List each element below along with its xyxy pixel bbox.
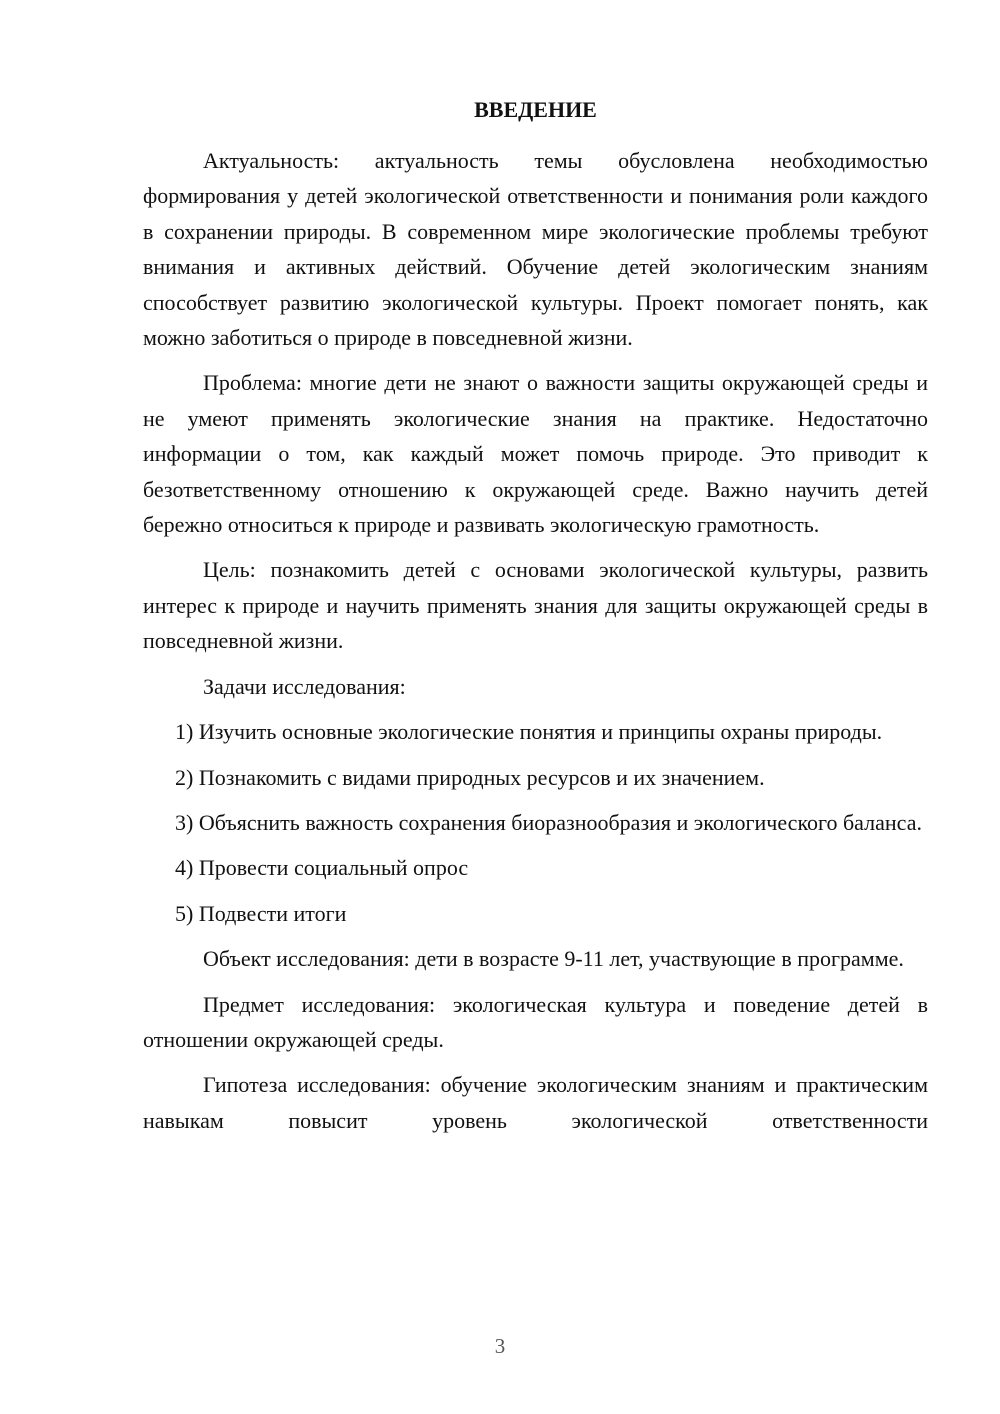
document-page [143, 96, 928, 1148]
paragraph-relevance: Актуальность: актуальность темы обусловлена необходимостью формирования у детей экологической ответственности и понимания роли каждого в сохранении природы. В современном мире экологические проблемы требуют внимания и активных действий. Обучение детей экологическим знаниям способствует развитию экологической культуры. Проект помогает понять, как можно заботиться о природе в повседневной жизни. [143, 148, 928, 351]
task-item-4: 4) Провести социальный опрос [175, 855, 469, 881]
section-title: ВВЕДЕНИЕ [474, 97, 597, 122]
task-item-5: 5) Подвести итоги [175, 900, 347, 926]
task-item-1: 1) Изучить основные экологические понятия и принципы охраны природы. [175, 719, 883, 745]
task-item-2: 2) Познакомить с видами природных ресурсов и их значением. [175, 764, 765, 790]
paragraph-problem: Проблема: многие дети не знают о важности защиты окружающей среды и не умеют применять экологические знания на практике. Недостаточно информации о том, как каждый может помочь природе. Это приводит к безответственному отношению к окружающей среде. Важно научить детей бережно относиться к природе и развивать экологическую грамотность. [143, 370, 928, 538]
paragraph-subject: Предмет исследования: экологическая культура и поведение детей в отношении окружающей среды. [143, 991, 928, 1052]
paragraph-hypothesis: Гипотеза исследования: обучение экологическим знаниям и практическим навыкам повысит уровень экологической ответственности [143, 1072, 928, 1133]
paragraph-goal: Цель: познакомить детей с основами экологической культуры, развить интерес к природе и научить применять знания для защиты окружающей среды в повседневной жизни. [143, 557, 928, 654]
task-item-3: 3) Объяснить важность сохранения биоразнообразия и экологического баланса. [175, 809, 922, 835]
paragraph-tasks-heading: Задачи исследования: [203, 673, 406, 699]
paragraph-object: Объект исследования: дети в возрасте 9-11 лет, участвующие в программе. [203, 946, 904, 972]
page-number: 3 [494, 1334, 506, 1358]
